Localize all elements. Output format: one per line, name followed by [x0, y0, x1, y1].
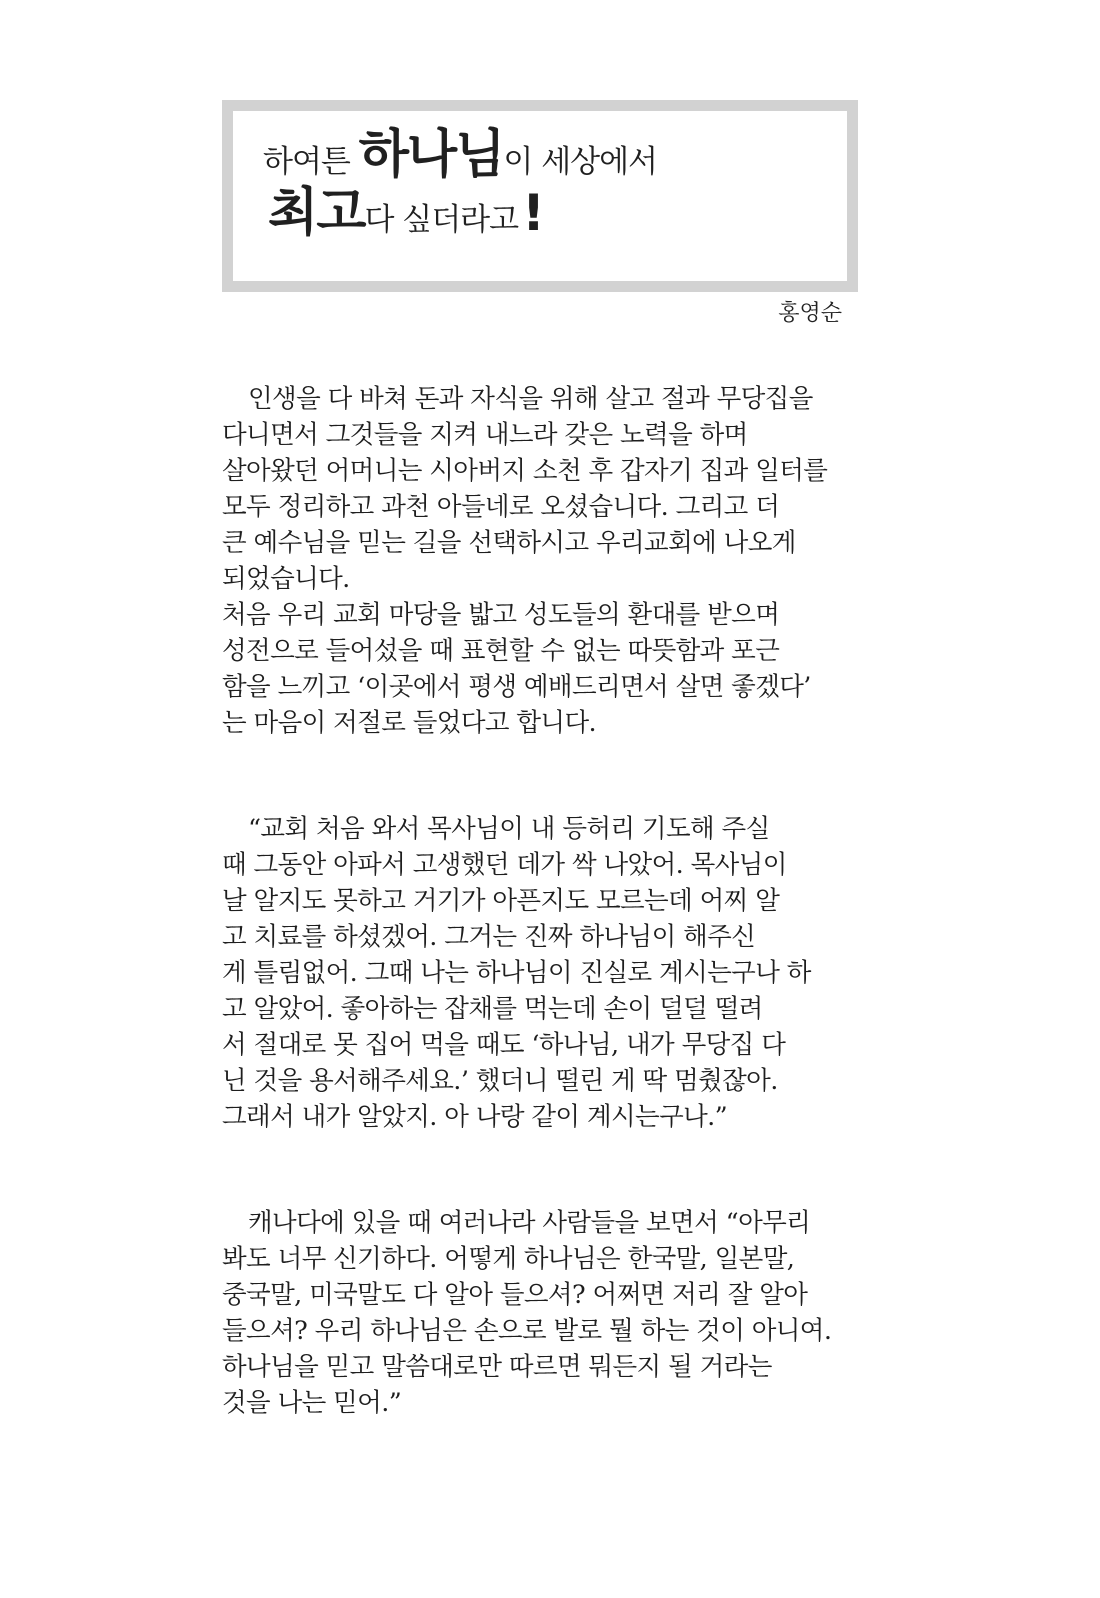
text-line: 모두 정리하고 과천 아들네로 오셨습니다. 그리고 더	[222, 492, 780, 522]
text-line: 중국말, 미국말도 다 알아 들으셔? 어쩌면 저리 잘 알아	[222, 1280, 808, 1310]
title-fragment: 하여튼	[263, 144, 359, 180]
text-line: 들으셔? 우리 하나님은 손으로 발로 뭘 하는 것이 아니여.	[222, 1316, 832, 1346]
text-line: 게 틀림없어. 그때 나는 하나님이 진실로 계시는구나 하	[222, 958, 811, 988]
title-emphasis: 하나님	[358, 125, 504, 185]
title-exclamation: !	[522, 184, 545, 242]
text-line: 닌 것을 용서해주세요.’ 했더니 떨린 게 딱 멈췄잖아.	[222, 1066, 778, 1096]
title-emphasis: 최고	[268, 183, 365, 243]
text-line: 하나님을 믿고 말씀대로만 따르면 뭐든지 될 거라는	[222, 1352, 772, 1382]
text-line: “교회 처음 와서 목사님이 내 등허리 기도해 주실	[248, 814, 770, 844]
text-line: 함을 느끼고 ‘이곳에서 평생 예배드리면서 살면 좋겠다’	[222, 672, 811, 702]
text-line: 고 알았어. 좋아하는 잡채를 먹는데 손이 덜덜 떨려	[222, 994, 763, 1024]
text-line: 처음 우리 교회 마당을 밟고 성도들의 환대를 받으며	[222, 600, 780, 630]
text-line: 봐도 너무 신기하다. 어떻게 하나님은 한국말, 일본말,	[222, 1244, 795, 1274]
text-line: 는 마음이 저절로 들었다고 합니다.	[222, 708, 596, 738]
title-box	[222, 100, 858, 292]
text-line: 고 치료를 하셨겠어. 그거는 진짜 하나님이 해주신	[222, 922, 756, 952]
paragraph-1	[222, 381, 858, 741]
text-line: 그래서 내가 알았지. 아 나랑 같이 계시는구나.”	[222, 1102, 728, 1132]
text-line: 서 절대로 못 집어 먹을 때도 ‘하나님, 내가 무당집 다	[222, 1030, 786, 1060]
text-line: 인생을 다 바쳐 돈과 자식을 위해 살고 절과 무당집을	[248, 384, 813, 414]
title-fragment: 이 세상에서	[503, 144, 657, 180]
text-line: 되었습니다.	[222, 564, 350, 594]
text-line: 때 그동안 아파서 고생했던 데가 싹 나았어. 목사님이	[222, 850, 787, 880]
paragraph-2	[222, 811, 858, 1135]
text-line: 큰 예수님을 믿는 길을 선택하시고 우리교회에 나오게	[222, 528, 796, 558]
paragraph-3	[222, 1205, 858, 1421]
text-line: 날 알지도 못하고 거기가 아픈지도 모르는데 어찌 알	[222, 886, 780, 916]
text-line: 것을 나는 믿어.”	[222, 1388, 402, 1418]
title-line-2	[268, 183, 847, 247]
author-name: 홍영순	[778, 301, 842, 326]
title-inner	[233, 111, 847, 281]
text-line: 캐나다에 있을 때 여러나라 사람들을 보면서 “아무리	[248, 1208, 811, 1238]
title-fragment: 다 싶더라고	[364, 202, 519, 238]
text-line: 다니면서 그것들을 지켜 내느라 갖은 노력을 하며	[222, 420, 748, 450]
text-line: 살아왔던 어머니는 시아버지 소천 후 갑자기 집과 일터를	[222, 456, 828, 486]
title-line-1	[263, 125, 847, 187]
text-line: 성전으로 들어섰을 때 표현할 수 없는 따뜻함과 포근	[222, 636, 780, 666]
